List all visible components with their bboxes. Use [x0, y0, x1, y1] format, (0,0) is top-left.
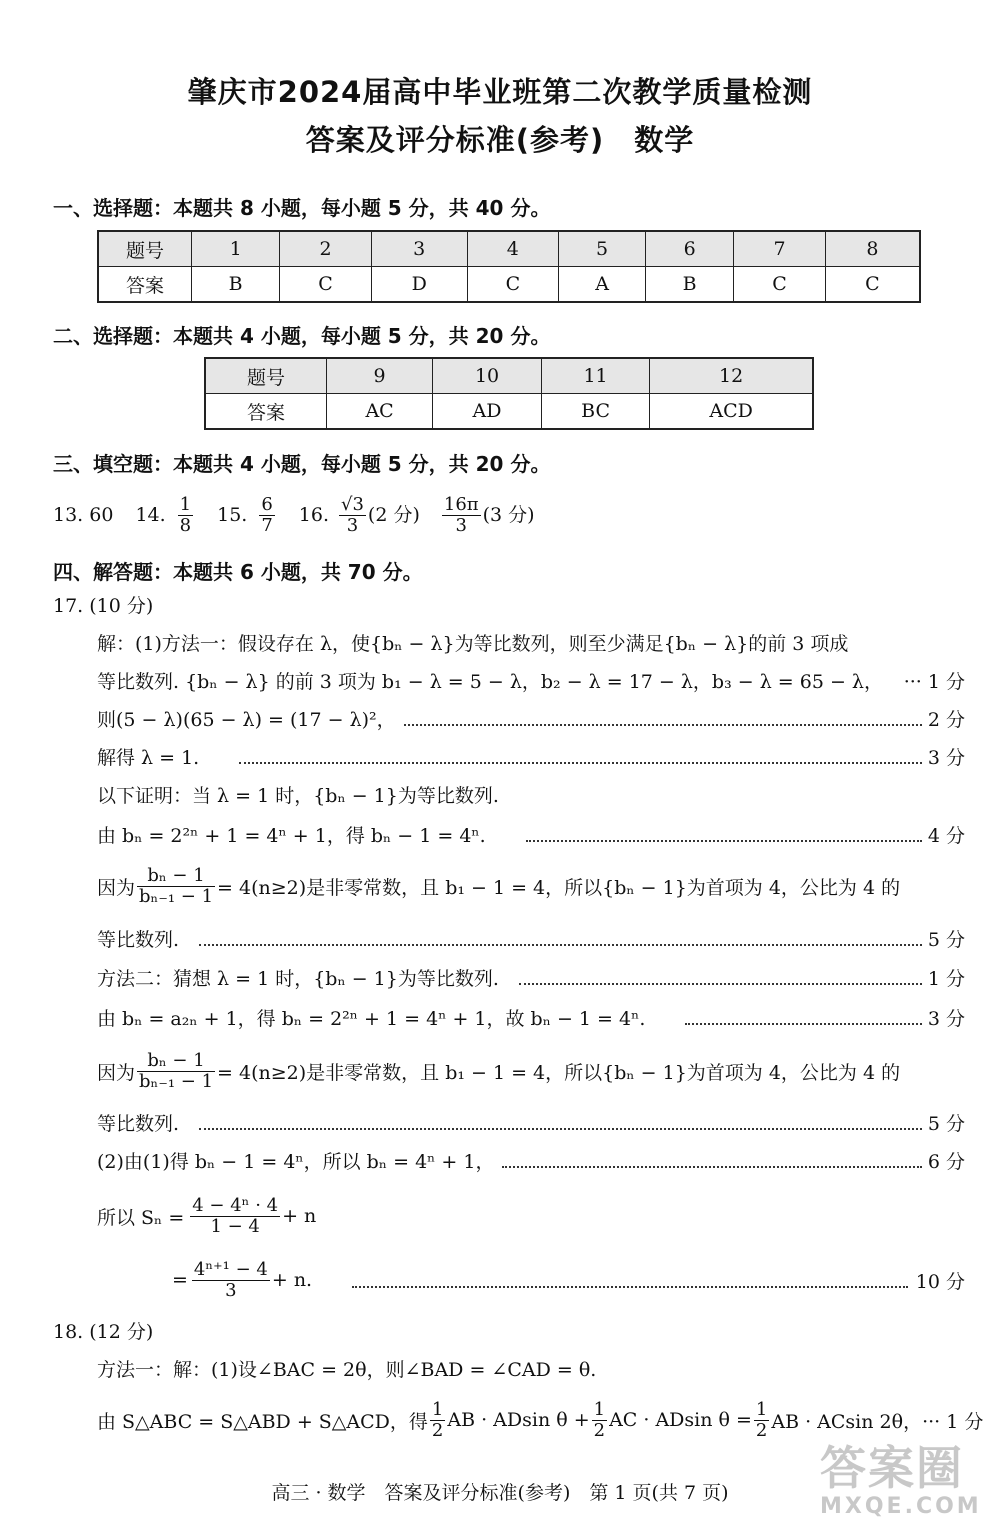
q17-score: 3 分	[927, 1008, 965, 1030]
q17-line	[97, 1005, 965, 1031]
page-title: 肇庆市2024届高中毕业班第二次教学质量检测	[187, 75, 813, 109]
q13-answer: 13. 60	[53, 504, 114, 526]
q18-heading: 18. (12 分)	[53, 1321, 154, 1343]
q17-line-text: 等比数列.	[97, 1113, 180, 1135]
q17-fraction	[137, 866, 215, 907]
q18-line-text: AB · ACsin 2θ，	[771, 1410, 923, 1433]
q14-num: 1	[179, 493, 192, 515]
q17-line-text: =	[172, 1269, 188, 1291]
q17-line	[97, 1043, 900, 1099]
dotted-leader	[239, 762, 922, 764]
table-cell: D	[371, 267, 467, 303]
page-footer: 高三 · 数学 答案及评分标准(参考) 第 1 页(共 7 页)	[271, 1482, 729, 1504]
dotted-leader	[685, 1023, 922, 1025]
table-cell: 题号	[98, 231, 192, 267]
q15-num: 6	[261, 493, 273, 515]
q17-score: 5 分	[927, 929, 965, 951]
section3-heading: 三、填空题：本题共 4 小题，每小题 5 分，共 20 分。	[53, 452, 551, 476]
q17-line-text: = 4(n≥2)是非零常数，且 b₁ − 1 = 4，所以{bₙ − 1}为首项为 4，公比为 4 的	[217, 876, 901, 899]
q15-label: 15.	[217, 504, 248, 526]
q17-score: 3 分	[927, 747, 965, 769]
q17-line-text: 则(5 − λ)(65 − λ) = (17 − λ)²，	[97, 709, 396, 731]
q17-line-text: 等比数列. {bₙ − λ} 的前 3 项为 b₁ − λ = 5 − λ，b₂ − λ = 17 − λ，b₃ − λ = 65 − λ，	[97, 671, 883, 693]
q15-fraction	[259, 495, 274, 536]
q17-line	[97, 965, 965, 991]
q18-line-text: AC · ADsin θ =	[609, 1409, 752, 1431]
fraction-num: 1	[755, 1398, 768, 1420]
table-cell: ACD	[650, 394, 813, 430]
table-cell: 11	[541, 358, 649, 394]
q17-line-text: 由 bₙ = a₂ₙ + 1，得 bₙ = 2²ⁿ + 1 = 4ⁿ + 1，故 bₙ − 1 = 4ⁿ.	[97, 1008, 646, 1030]
q14-den: 8	[179, 514, 192, 536]
table-cell: A	[559, 267, 646, 303]
table-cell: 答案	[205, 394, 327, 430]
q17-fraction	[137, 1051, 215, 1092]
q18-line: 方法一：解：(1)设∠BAC = 2θ，则∠BAD = ∠CAD = θ.	[97, 1359, 597, 1381]
fraction-num: 1	[593, 1398, 606, 1420]
dotted-leader	[519, 983, 922, 985]
section2-heading: 二、选择题：本题共 4 小题，每小题 5 分，共 20 分。	[53, 324, 551, 348]
table-row	[205, 394, 813, 430]
q17-line: 解：(1)方法一：假设存在 λ，使{bₙ − λ}为等比数列，则至少满足{bₙ − λ}的前 3 项成	[97, 633, 849, 655]
table-row	[98, 231, 920, 267]
q17-line	[97, 1110, 965, 1136]
table-cell: 题号	[205, 358, 327, 394]
fraction-num: 4ⁿ⁺¹ − 4	[193, 1258, 268, 1280]
dotted-leader	[199, 1128, 922, 1130]
dotted-leader	[352, 1286, 908, 1288]
fraction-num: 4 − 4ⁿ · 4	[192, 1194, 279, 1216]
q14-label: 14.	[135, 504, 166, 526]
table-cell: C	[734, 267, 826, 303]
q17-line-text: + n	[282, 1205, 317, 1227]
q17-line	[97, 822, 965, 848]
section4-heading: 四、解答题：本题共 6 小题，共 70 分。	[53, 560, 423, 584]
answer-table-1	[97, 230, 921, 303]
table-cell: 8	[825, 231, 920, 267]
q16a-den: 3	[346, 514, 359, 536]
dotted-leader	[526, 840, 922, 842]
q18-line-text: AB · ADsin θ +	[447, 1409, 590, 1431]
fraction-num: bₙ − 1	[137, 866, 215, 887]
q17-line-text: 解得 λ = 1.	[97, 747, 200, 769]
dotted-leader	[199, 944, 922, 946]
watermark-main: 答案圈	[820, 1441, 964, 1495]
q16b-score: (3 分)	[482, 504, 535, 526]
q16a-num: √3	[341, 493, 364, 515]
q15-den: 7	[261, 514, 273, 536]
q17-line-text: + n.	[271, 1269, 313, 1291]
q17-line-text: = 4(n≥2)是非零常数，且 b₁ − 1 = 4，所以{bₙ − 1}为首项为 4，公比为 4 的	[217, 1061, 901, 1084]
q17-line: 以下证明：当 λ = 1 时，{bₙ − 1}为等比数列.	[97, 785, 499, 807]
q17-line-text: 由 bₙ = 2²ⁿ + 1 = 4ⁿ + 1，得 bₙ − 1 = 4ⁿ.	[97, 825, 486, 847]
q17-fraction	[190, 1196, 280, 1237]
fraction-den: 2	[755, 1419, 768, 1441]
table-cell: AD	[433, 394, 542, 430]
q17-line-text: 所以 Sₙ =	[97, 1206, 185, 1229]
table-cell: 答案	[98, 267, 192, 303]
answer-table-2	[204, 357, 814, 430]
table-cell: 12	[650, 358, 813, 394]
table-cell: BC	[541, 394, 649, 430]
fraction-den: 2	[593, 1419, 606, 1441]
q16b-fraction	[442, 495, 481, 536]
fraction-den: 3	[225, 1279, 237, 1301]
q17-line	[97, 668, 965, 694]
q17-line	[172, 1252, 965, 1308]
q16b-num: 16π	[443, 493, 479, 515]
table-cell: C	[825, 267, 920, 303]
fraction-den: bₙ₋₁ − 1	[139, 1070, 214, 1092]
section1-heading: 一、选择题：本题共 8 小题，每小题 5 分，共 40 分。	[53, 196, 551, 220]
table-row	[98, 267, 920, 303]
q17-heading: 17. (10 分)	[53, 595, 154, 617]
q17-line	[97, 1188, 316, 1244]
q17-score: 1 分	[927, 968, 965, 990]
table-row	[205, 358, 813, 394]
q18-line	[97, 1394, 984, 1446]
q16a-fraction	[339, 495, 366, 536]
table-cell: 3	[371, 231, 467, 267]
fill-in-answers	[53, 490, 535, 540]
q17-line	[97, 744, 965, 770]
table-cell: 5	[559, 231, 646, 267]
table-cell: B	[646, 267, 734, 303]
dotted-leader	[502, 1166, 921, 1168]
q17-line-text: (2)由(1)得 bₙ − 1 = 4ⁿ，所以 bₙ = 4ⁿ + 1，	[97, 1151, 495, 1173]
q17-line-text: 等比数列.	[97, 929, 180, 951]
table-cell: 9	[327, 358, 433, 394]
table-cell: 4	[467, 231, 559, 267]
table-cell: 7	[734, 231, 826, 267]
q18-fraction	[592, 1400, 607, 1441]
table-cell: 10	[433, 358, 542, 394]
fraction-den: 2	[431, 1419, 444, 1441]
table-cell: C	[280, 267, 372, 303]
q17-line	[97, 1148, 965, 1174]
q17-score: ··· 1 分	[903, 671, 965, 693]
q17-line	[97, 858, 900, 914]
q17-fraction	[192, 1260, 270, 1301]
q17-score: 5 分	[927, 1113, 965, 1135]
watermark-site: MXQE.COM	[820, 1494, 982, 1519]
dotted-leader	[404, 724, 922, 726]
q17-score: 6 分	[927, 1151, 965, 1173]
q17-line	[97, 706, 965, 732]
q17-score: 2 分	[927, 709, 965, 731]
q14-fraction	[178, 495, 193, 536]
q17-line-text: 因为	[97, 876, 136, 899]
q16-label: 16.	[298, 504, 329, 526]
fraction-num: bₙ − 1	[137, 1051, 215, 1072]
page-subtitle: 答案及评分标准(参考) 数学	[305, 123, 695, 157]
q18-score: ··· 1 分	[922, 1410, 984, 1433]
q16b-den: 3	[455, 514, 467, 536]
table-cell: AC	[327, 394, 433, 430]
table-cell: 6	[646, 231, 734, 267]
q18-fraction	[430, 1400, 445, 1441]
q17-line-text: 方法二：猜想 λ = 1 时，{bₙ − 1}为等比数列.	[97, 968, 499, 990]
watermark-logo	[820, 1442, 980, 1528]
fraction-den: 1 − 4	[210, 1215, 260, 1237]
q17-line	[97, 926, 965, 952]
fraction-den: bₙ₋₁ − 1	[139, 885, 214, 907]
q17-score: 10 分	[915, 1270, 965, 1293]
table-cell: B	[192, 267, 280, 303]
q17-line-text: 因为	[97, 1061, 136, 1084]
fraction-num: 1	[431, 1398, 444, 1420]
q17-score: 4 分	[927, 825, 965, 847]
q18-line-text: 由 S△ABC = S△ABD + S△ACD，得	[97, 1410, 428, 1433]
table-cell: C	[467, 267, 559, 303]
table-cell: 2	[280, 231, 372, 267]
table-cell: 1	[192, 231, 280, 267]
q18-fraction	[754, 1400, 769, 1441]
q16a-score: (2 分)	[367, 504, 420, 526]
